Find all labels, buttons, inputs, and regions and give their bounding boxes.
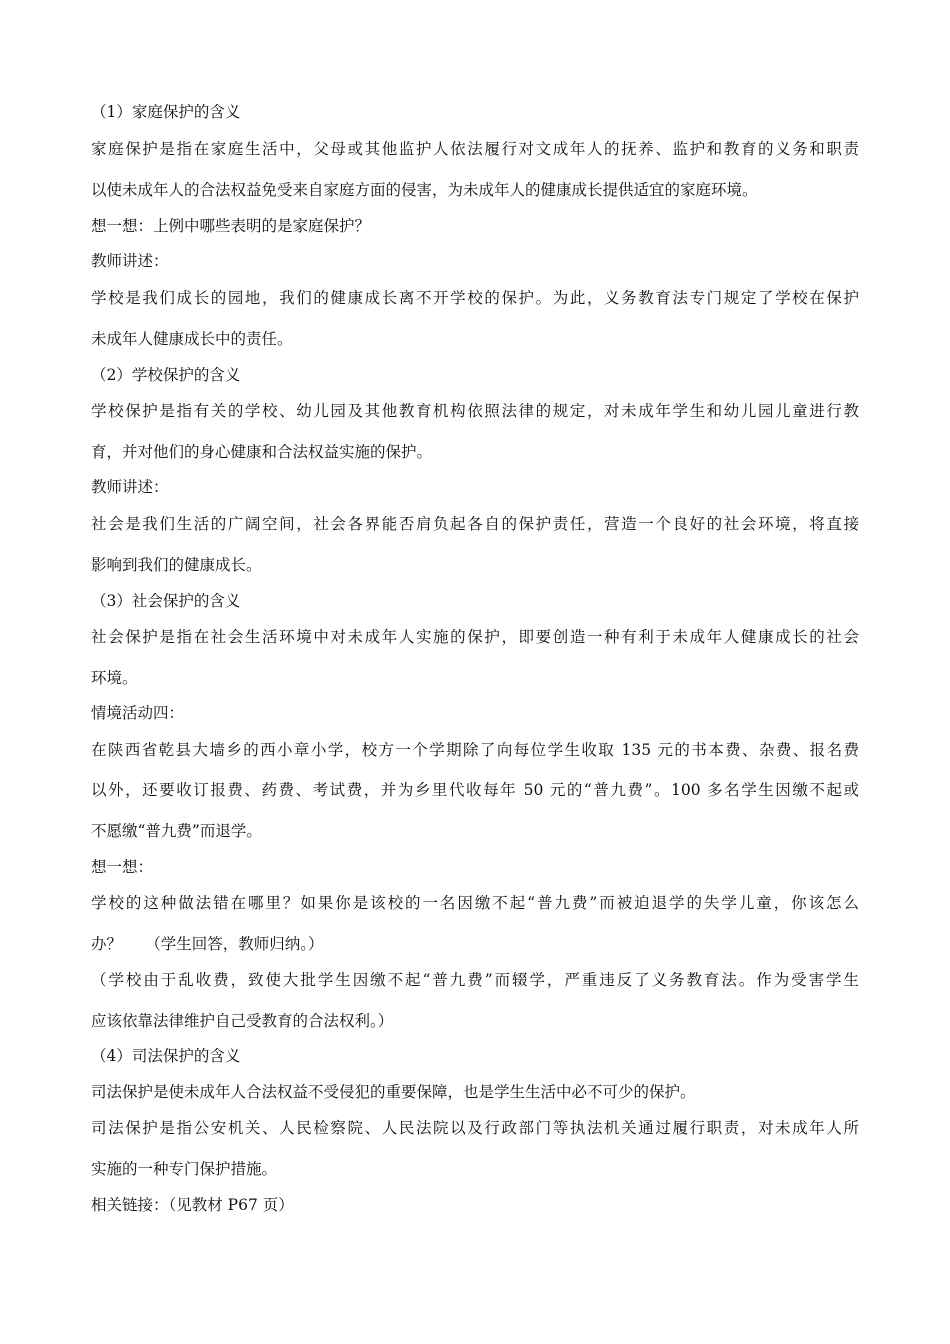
paragraph-line: 影响到我们的健康成长。 xyxy=(91,556,262,574)
paragraph-line: 家庭保护是指在家庭生活中，父母或其他监护人依法履行对文成年人的抚养、监护和教育的义务和职责 xyxy=(91,140,859,158)
scenario-activity-label: 情境活动四： xyxy=(91,704,185,722)
paragraph-line: 司法保护是指公安机关、人民检察院、人民法院以及行政部门等执法机关通过履行职责，对未成年人所 xyxy=(91,1119,859,1137)
heading-family-protection: （1）家庭保护的含义 xyxy=(91,103,241,121)
paragraph-line: 育，并对他们的身心健康和合法权益实施的保护。 xyxy=(91,443,433,461)
paragraph-line: 环境。 xyxy=(91,669,138,687)
paragraph-line: 学校保护是指有关的学校、幼儿园及其他教育机构依照法律的规定，对未成年学生和幼儿园儿童进行教 xyxy=(91,402,859,420)
paragraph-line: 实施的一种专门保护措施。 xyxy=(91,1160,278,1178)
paragraph-line: 社会保护是指在社会生活环境中对未成年人实施的保护，即要创造一种有利于未成年人健康成长的社会 xyxy=(91,628,859,646)
paragraph-line: 学校的这种做法错在哪里？如果你是该校的一名因缴不起“普九费”而被迫退学的失学儿童，你该怎么 xyxy=(91,894,859,912)
teacher-narration-label: 教师讲述： xyxy=(91,478,169,496)
paragraph-line: 以外，还要收订报费、药费、考试费，并为乡里代收每年 50 元的“普九费”。100 多名学生因缴不起或 xyxy=(91,781,859,799)
paragraph-line: 不愿缴“普九费”而退学。 xyxy=(91,822,262,840)
paragraph-line: 应该依靠法律维护自己受教育的合法权利。） xyxy=(91,1012,394,1030)
heading-school-protection: （2）学校保护的含义 xyxy=(91,366,241,384)
paragraph-line: （学校由于乱收费，致使大批学生因缴不起“普九费”而辍学，严重违反了义务教育法。作为受害学生 xyxy=(91,971,859,989)
prompt-think: 想一想：上例中哪些表明的是家庭保护？ xyxy=(91,217,371,235)
heading-judicial-protection: （4）司法保护的含义 xyxy=(91,1047,241,1065)
teacher-narration-label: 教师讲述： xyxy=(91,252,169,270)
paragraph-line: 未成年人健康成长中的责任。 xyxy=(91,330,293,348)
paragraph-line: 办？ （学生回答，教师归纳。） xyxy=(91,935,324,953)
related-link-note: 相关链接：（见教材 P67 页） xyxy=(91,1196,294,1214)
paragraph-line: 以使未成年人的合法权益免受来自家庭方面的侵害，为未成年人的健康成长提供适宜的家庭环境。 xyxy=(91,181,758,199)
paragraph-line: 在陕西省乾县大墙乡的西小章小学，校方一个学期除了向每位学生收取 135 元的书本费、杂费、报名费 xyxy=(91,741,859,759)
paragraph-line: 司法保护是使未成年人合法权益不受侵犯的重要保障，也是学生生活中必不可少的保护。 xyxy=(91,1083,696,1101)
paragraph-line: 学校是我们成长的园地，我们的健康成长离不开学校的保护。为此，义务教育法专门规定了学校在保护 xyxy=(91,289,859,307)
prompt-think: 想一想： xyxy=(91,858,154,876)
paragraph-line: 社会是我们生活的广阔空间，社会各界能否肩负起各自的保护责任，营造一个良好的社会环境，将直接 xyxy=(91,515,859,533)
heading-social-protection: （3）社会保护的含义 xyxy=(91,592,241,610)
